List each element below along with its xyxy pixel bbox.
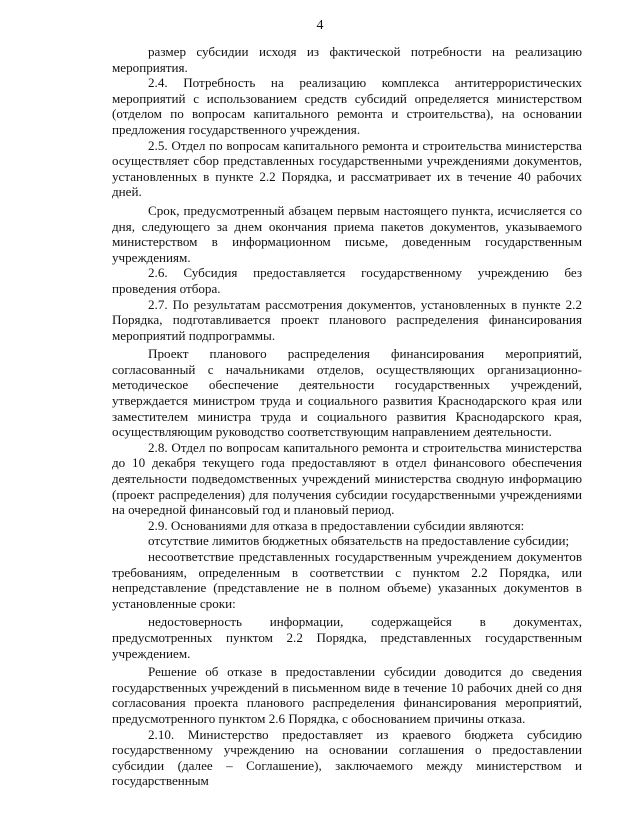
paragraph: размер субсидии исходя из фактической потребности на реализацию мероприятия. <box>112 44 582 75</box>
paragraph: 2.9. Основаниями для отказа в предоставлении субсидии являются: <box>148 517 525 533</box>
paragraph: недостоверность информации, содержащейся в документах, предусмотренных пунктом 2.2 Порядка, представленных государственным учреждением. <box>112 614 582 661</box>
paragraph: 2.5. Отдел по вопросам капитального ремонта и строительства министерства осуществляет сбор представленных государственными учреждениями документов, установленных в пункте 2.2 Порядка, и рассматривает их в течение 40 рабочих дней. <box>112 137 582 200</box>
paragraph: 2.10. Министерство предоставляет из краевого бюджета субсидию государственному учреждению на основании соглашения о предоставлении субсидии (далее – Соглашение), заключаемого между министерством и государственным <box>112 726 582 789</box>
page-number: 4 <box>316 18 324 33</box>
paragraph: 2.4. Потребность на реализацию комплекса антитеррористических мероприятий с использованием средств субсидий определяется министерством (отделом по вопросам капитального ремонта и строительства), на основании предложения государственного учреждения. <box>112 75 582 137</box>
paragraph: Срок, предусмотренный абзацем первым настоящего пункта, исчисляется со дня, следующего за днем окончания приема пакетов документов, указываемого министерством в информационном письме, доведенным государственным учреждениям. <box>112 202 582 265</box>
paragraph: 2.6. Субсидия предоставляется государственному учреждению без проведения отбора. <box>112 265 582 296</box>
paragraph: 2.8. Отдел по вопросам капитального ремонта и строительства министерства до 10 декабря текущего года предоставляют в отдел финансового обеспечения деятельности подведомственных учреждений министерства сводную информацию (проект распределения) для получения субсидии государственными учреждениями на очередной финансовый год и плановый период. <box>112 439 582 518</box>
paragraph: 2.7. По результатам рассмотрения документов, установленных в пункте 2.2 Порядка, подготавливается проект планового распределения финансирования мероприятий подпрограммы. <box>112 296 582 343</box>
document-body <box>112 44 582 789</box>
paragraph: отсутствие лимитов бюджетных обязательств на предоставление субсидии; <box>148 533 570 549</box>
paragraph: несоответствие представленных государственным учреждением документов требованиям, определенным в соответствии с пунктом 2.2 Порядка, или непредставление (представление не в полном объеме) указанных документов в установленные сроки: <box>112 549 582 611</box>
paragraph: Решение об отказе в предоставлении субсидии доводится до сведения государственных учреждений в письменном виде в течение 10 рабочих дней со дня согласования проекта планового распределения финансирования мероприятий, предусмотренного пунктом 2.6 Порядка, с обоснованием причины отказа. <box>112 664 582 726</box>
paragraph: Проект планового распределения финансирования мероприятий, согласованный с начальниками отделов, осуществляющих организационно-методическое обеспечение деятельности государственных учреждений, утверждается министром труда и социального развития Краснодарского края или заместителем министра труда и социального развития Краснодарского края, осуществляющим руководство соответствующим направлением деятельности. <box>112 346 582 440</box>
